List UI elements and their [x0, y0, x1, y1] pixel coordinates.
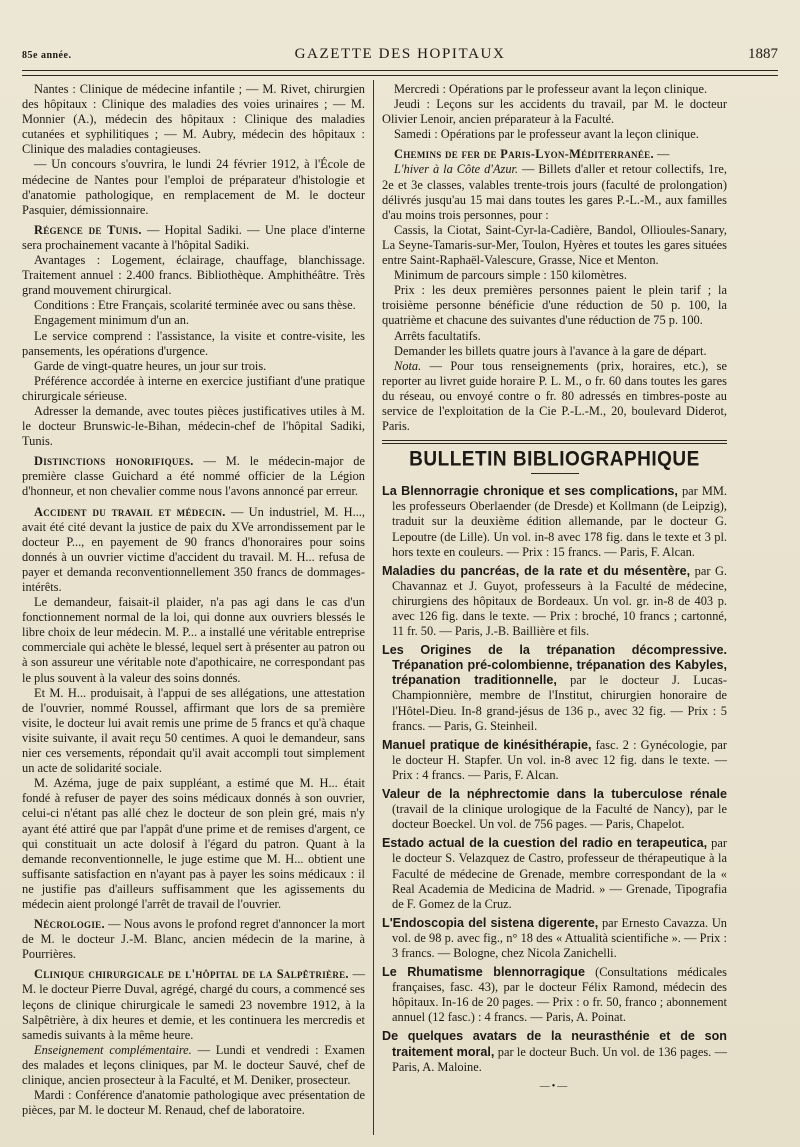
paragraph [22, 454, 365, 499]
book-title: La Blennorragie chronique et ses complications, [382, 484, 678, 499]
paragraph-text: Adresser la demande, avec toutes pièces justificatives utiles à M. le docteur Brunswic-le-Bihan, médecin-chef de l'hôpital Sadiki, Tunis. [22, 403, 365, 449]
journal-title: GAZETTE DES HOPITAUX [294, 46, 506, 62]
paragraph [22, 223, 365, 253]
book-details: par MM. les professeurs Oberlaender (de Dresde) et Kollmann (de Leipzig), traduit sur la deuxième édition allemande, par le docteur G. Lepoutre (de Lille). Un vol. in-8 avec 178 fig. dans le texte et 3 pl. hors texte en couleurs. — Prix : 15 francs. — Paris, F. Alcan. [392, 484, 727, 559]
section-heading: Clinique chirurgicale de l'hôpital de la Salpêtrière. [34, 967, 349, 982]
paragraph-text: — Un concours s'ouvrira, le lundi 24 février 1912, à l'École de médecine de Nantes pour l'emploi de préparateur d'histologie et d'anatomie pathologique, en remplacement de M. le docteur Pasquier, démissionnaire. [22, 157, 365, 217]
book-details: par le docteur Buch. Un vol. de 136 pages. — Paris, A. Maloine. [392, 1044, 727, 1074]
bibliography-list [382, 484, 727, 1074]
book-title: Maladies du pancréas, de la rate et du mésentère, [382, 563, 691, 578]
book-details: fasc. 2 : Gynécologie, par le docteur H. Stapfer. Un vol. in-8 avec 12 fig. dans le texte. — Prix : 4 francs. — Paris, F. Alcan. [392, 737, 728, 782]
paragraph-text: — [653, 147, 670, 162]
bulletin-title: BULLETIN BIBLIOGRAPHIQUE [409, 447, 700, 472]
paragraph-text: Et M. H... produisait, à l'appui de ses allégations, une attestation de l'ouvrier, nommé Roussel, affirmant que lors de sa première visite, le docteur lui avait remis une prime de 5 francs et qu'à chaque visite suivante, il avait reçu 50 centimes. A quoi le demandeur, sans nier ces versements, répondait qu'il avait accompli tout simplement un acte de solidarité sociale. [22, 685, 365, 776]
paragraph-text: — Lundi et vendredi : Examen des malades et leçons cliniques, par M. le docteur Sauvé, chef de clinique, ancien prosecteur à la Faculté, et M. Deniker, prosecteur. [22, 1042, 365, 1087]
section-rule [382, 440, 727, 444]
paragraph-text: Samedi : Opérations par le professeur avant la leçon clinique. [394, 127, 699, 142]
paragraph-text: — M. le médecin-major de première classe Guichard a été nommé officier de la Légion d'honneur, et non chevalier comme nous l'avons annoncé par erreur. [22, 454, 365, 499]
paragraph-text: Le demandeur, faisait-il plaider, n'a pas agi dans le cas d'un fonctionnement normal de la loi, qui donne aux ouvriers blessés le libre choix de leur médecin. M. P... a installé une véritable entreprise commerciale qui achète le blessé, lequel sert à présenter au patron ou à son assureur une véritable note d'apothicaire, ne correspondant pas le plus souvent à la valeur des soins donnés. [22, 595, 365, 685]
book-details: (Consultations médicales françaises, fasc. 43), par le docteur Félix Ramond, médecin des hôpitaux. In-16 de 20 pages. — Prix : o fr. 50, franco ; abonnement annuel (12 fasc.) : 4 francs. — Paris, A. Poinat. [392, 965, 728, 1025]
bibliography-entry [382, 787, 727, 832]
paragraph [22, 505, 365, 596]
paragraph [22, 686, 365, 777]
book-details: par le docteur S. Velazquez de Castro, professeur de thérapeutique à la Faculté de médecine de Grenade, membre correspondant de la « Real Academia de Medicina de Madrid. » — Grenade, Tipografia de F. Gomez de la Cruz. [392, 836, 728, 911]
paragraph [382, 162, 727, 222]
paragraph [22, 595, 365, 686]
paragraph-text: Engagement minimum d'un an. [34, 313, 190, 328]
book-title: Les Origines de la trépanation décompressive. Trépanation pré-colombienne, trépanation des Kabyles, trépanation traditionnelle, [382, 643, 727, 688]
section-heading: Régence de Tunis. [34, 222, 142, 237]
right-column-news [382, 82, 727, 434]
paragraph-text: Mercredi : Opérations par le professeur avant la leçon clinique. [394, 82, 708, 96]
section-heading: Distinctions honorifiques. [34, 454, 194, 469]
paragraph [382, 147, 727, 162]
paragraph-text: — Un industriel, M. H..., avait été cité devant la justice de paix du XVe arrondissement par le docteur P..., en payement de 90 francs d'honoraires pour soins donnés à un ouvrier victime d'accident du travail. M. H... refusa de payer et demanda reconventionnellement 350 francs de dommages-intérêts. [22, 504, 365, 594]
paragraph-text: — Nous avons le profond regret d'annoncer la mort de M. le docteur J.-M. Blanc, ancien médecin de la marine, à Pourrières. [22, 917, 365, 962]
paragraph [22, 967, 365, 1042]
bibliography-entry [382, 738, 727, 783]
paragraph [22, 359, 365, 374]
italic-lead: Enseignement complémentaire. [34, 1042, 192, 1057]
paragraph [382, 127, 727, 142]
italic-lead: L'hiver à la Côte d'Azur. [394, 162, 519, 177]
paragraph-text: Garde de vingt-quatre heures, un jour sur trois. [34, 358, 267, 373]
book-title: De quelques avatars de la neurasthénie et de son traitement moral, [382, 1029, 727, 1059]
paragraph-text: M. Azéma, juge de paix suppléant, a estimé que M. H... était fondé à refuser de payer des soins médicaux donnés à son ouvrier, celui-ci n'étant pas allé chez le docteur de son plein gré, mais n'y ayant été attiré que par l'appât d'une prime et de remises d'argent, ce qui constituait un acte dolosif à l'égard du patron. Quant à la demande reconventionnelle, le juge estime que M. H... obtient une suffisante satisfaction en n'ayant pas à payer les soins médicaux : il ne justifie pas d'ailleurs suffisamment que les agissements du médecin aient prolongé l'arrêt de travail de l'ouvrier. [22, 776, 365, 911]
paragraph [22, 329, 365, 359]
section-heading: Nécrologie. [34, 917, 105, 932]
paragraph [22, 157, 365, 217]
bibliography-entry [382, 916, 727, 961]
paragraph [22, 1088, 365, 1118]
paragraph-text: Nantes : Clinique de médecine infantile ; — M. Rivet, chirurgien des hôpitaux : Clinique des maladies des voies urinaires ; — M. Monnier (A.), médecin des hôpitaux : Clinique des maladies cutanées et syphilitiques ; — M. Aubry, médecin des hôpitaux : Clinique des maladies contagieuses. [22, 82, 365, 157]
paragraph [22, 298, 365, 313]
paragraph-text: Avantages : Logement, éclairage, chauffage, blanchissage. Traitement annuel : 2.400 francs. Bibliothèque. Amphithéâtre. Très grand mouvement chirurgical. [22, 253, 365, 298]
bibliography-entry [382, 965, 727, 1025]
paragraph [382, 344, 727, 359]
end-ornament: —•— [539, 1080, 570, 1092]
paragraph-text: Préférence accordée à interne en exercice justifiant d'une pratique chirurgicale sérieuse. [22, 373, 365, 403]
paragraph-text: Conditions : Etre Français, scolarité terminée avec ou sans thèse. [34, 298, 356, 313]
bibliography-entry [382, 1029, 727, 1074]
book-title: L'Endoscopia del sistena digerente, [382, 915, 599, 930]
book-title: Estado actual de la cuestion del radio en terapeutica, [382, 836, 708, 851]
bibliography-entry [382, 484, 727, 559]
paragraph [22, 404, 365, 449]
paragraph [22, 253, 365, 298]
paragraph-text: Le service comprend : l'assistance, la visite et contre-visite, les pansements, les opérations d'urgence. [22, 328, 365, 358]
section-heading: Accident du travail et médecin. [34, 504, 226, 519]
paragraph [382, 223, 727, 268]
column-divider [373, 80, 374, 1135]
book-title: Valeur de la néphrectomie dans la tuberculose rénale [382, 787, 727, 802]
paragraph-text: — Billets d'aller et retour collectifs, 1re, 2e et 3e classes, valables trente-trois jours (faculté de prolongation) délivrés jusqu'au 15 mai dans toutes les gares P.-L.-M., aux familles d'au moins trois personnes, pour : [382, 162, 728, 222]
book-title: Le Rhumatisme blennorragique [382, 965, 585, 980]
paragraph-text: — Hopital Sadiki. — Une place d'interne sera prochainement vacante à l'hôpital Sadiki. [22, 222, 365, 252]
paragraph-text: Cassis, la Ciotat, Saint-Cyr-la-Cadière, Bandol, Ollioules-Sanary, La Seyne-Tamaris-sur-Mer, Toulon, Hyères et toutes les gares situées entre Saint-Raphaël-Valescure, Grasse, Nice et Menton. [382, 222, 727, 268]
book-details: (travail de la clinique urologique de la Faculté de Nancy), par le docteur Boeckel. Un vol. de 756 pages. — Paris, Chapelot. [392, 802, 727, 832]
bibliography-entry [382, 564, 727, 639]
paragraph-text: Demander les billets quatre jours à l'avance à la gare de départ. [394, 343, 707, 358]
book-title: Manuel pratique de kinésithérapie, [382, 737, 592, 752]
paragraph-text: — M. le docteur Pierre Duval, agrégé, chargé du cours, a commencé ses leçons de clinique chirurgicale le samedi 23 novembre 1912, à la Salpêtrière, à dix heures et demie, et les continuera les mercredis et samedis suivants à la même heure. [22, 967, 365, 1042]
paragraph [22, 776, 365, 912]
left-column [22, 82, 365, 1137]
paragraph [382, 97, 727, 127]
bibliography-entry [382, 836, 727, 911]
paragraph-text: — Pour tous renseignements (prix, horaires, etc.), se reporter au livret guide horaire P. L. M., o fr. 60 dans toutes les gares du réseau, ou envoyé contre o fr. 80 adressés en timbres-poste au service de l'exploitation de la Cie P.-L.-M., 20, boulevard Diderot, Paris. [382, 358, 727, 434]
paragraph-text: Minimum de parcours simple : 150 kilomètres. [394, 268, 627, 283]
page-number: 1887 [748, 46, 778, 62]
italic-lead: Nota. [394, 358, 422, 373]
paragraph [22, 374, 365, 404]
book-details: par G. Chavannaz et J. Guyot, professeurs à la Faculté de médecine, chirurgiens des hôpitaux de Bordeaux. Un vol. gr. in-8 de 403 p. avec 126 fig. dans le texte. — Prix : broché, 10 francs ; cartonné, 11 fr. 50. — Paris, J.-B. Baillière et fils. [392, 563, 728, 639]
book-details: par Ernesto Cavazza. Un vol. de 98 p. avec fig., n° 18 des « Attualità scientifiche ». — Prix : 3 francs. — Bologne, chez Nicola Zanichelli. [392, 915, 728, 960]
section-heading: Chemins de fer de Paris-Lyon-Méditerranée. [394, 147, 654, 162]
bulletin-title-rule [531, 473, 579, 474]
paragraph-text: Prix : les deux premières personnes paient le plein tarif ; la troisième personne bénéficie d'une réduction de 50 p. 100, la quatrième et chacune des suivantes d'une réduction de 75 p. 100. [382, 283, 727, 328]
paragraph [382, 283, 727, 328]
paragraph [22, 82, 365, 157]
paragraph [382, 359, 727, 434]
paragraph-text: Jeudi : Leçons sur les accidents du travail, par M. le docteur Olivier Lenoir, ancien préparateur à la Faculté. [382, 97, 727, 127]
paragraph [382, 329, 727, 344]
book-details: par le docteur J. Lucas-Championnière, membre de l'Institut, chirurgien honoraire de l'Hôtel-Dieu. In-8 grand-jésus de 136 p., avec 32 fig. — Prix : 5 francs. — Paris, G. Steinheil. [392, 673, 727, 733]
right-column [382, 82, 727, 1137]
paragraph [22, 313, 365, 328]
paragraph [382, 268, 727, 283]
paragraph [22, 1043, 365, 1088]
paragraph [22, 917, 365, 962]
paragraph-text: Arrêts facultatifs. [394, 328, 481, 343]
paragraph-text: Mardi : Conférence d'anatomie pathologique avec présentation de pièces, par M. le docteur M. Renaud, chef de laboratoire. [22, 1088, 365, 1118]
header-rule [22, 70, 778, 76]
paragraph [382, 82, 727, 97]
page-header [22, 44, 778, 68]
bibliography-entry [382, 643, 727, 734]
volume-year: 85e année. [22, 50, 72, 61]
